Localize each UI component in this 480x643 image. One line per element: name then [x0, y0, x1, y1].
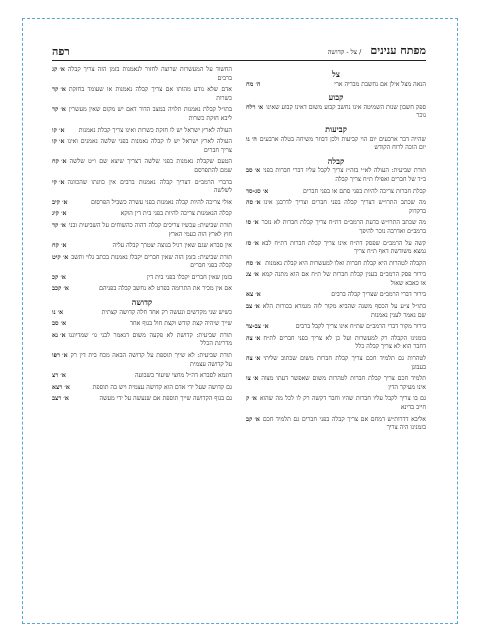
index-entry: [52, 66, 232, 83]
index-entry: [246, 199, 426, 216]
entry-text: בזמן שאין חברים יקבלו בפני בית דין: [146, 273, 232, 281]
entry-text: תורת שביעית: בזמן הזה שאין חברים יקבלו נאמנות בכתב גלוי ותשב קבלה בפני חברים: [71, 253, 232, 270]
entry-reference: א׳ קיג: [52, 210, 67, 218]
entry-reference: א׳ סז: [246, 239, 259, 247]
index-entry: [246, 219, 426, 236]
entry-reference: א׳ רצב: [52, 395, 69, 403]
entry-reference: א׳ רצ: [52, 372, 66, 380]
entry-reference: א׳ נא: [52, 331, 66, 339]
entry-text: אדם שלא נודע מהותו אם צריך קבלה נאמנות או שעומד בחזקת כשרות: [68, 86, 232, 102]
index-entry: [52, 242, 232, 251]
index-entry: [246, 375, 426, 392]
entry-text: גם קדושה שעל ידי אדם הוא קדושה עצמית ויש בה תוספת: [92, 383, 232, 391]
index-entry: [52, 309, 232, 318]
entry-reference: א׳ קח: [52, 242, 67, 250]
entry-text: שייך שיהיה קצת קודש וקצת חול בגוף אחד: [130, 320, 232, 328]
index-entry: [246, 240, 426, 257]
header-rule: [52, 60, 426, 61]
entry-text: אם אין מכיר את התרומה בפרט לא נחשב קבלה בפניהם: [99, 285, 232, 293]
entry-text: אליבא דדרות״ש דמחם אם צריך קבלה בפני חברים גם תלמיד חכם בזמנינו היה צריך: [262, 415, 426, 432]
entry-text: בומנינו הקבלה רק למעשרות ועל כן לא צריך בפני חברים לת״ח דחבר הוא לא צריך קבלה כלל: [263, 334, 426, 351]
entry-reference: א׳ קד: [52, 221, 66, 229]
entry-text: הטעם שקבלת נאמנות בפני שלשה דצריך שיצא שם ו״ט שלשה שמם להתפרסם: [69, 158, 232, 174]
entry-text: תלמיד חכם צריך קבלת חברות לטהרות משום שאפשר דעתו מצוה אינו מעיקר הדין: [261, 375, 426, 391]
index-entry: [52, 127, 232, 136]
entry-text: אין סברא שגם שאין רגיל בנוצה יצטרך קבלה עליה: [112, 242, 232, 250]
entry-text: תורת שביעית: עכשיו צריכים קבלה דהוה כהשוחים על השביעית ובני חוץ לארץ הוה כעמי הארץ: [68, 221, 232, 238]
index-entry: [52, 210, 232, 219]
index-entry: [246, 323, 426, 332]
entry-reference: א׳ סח: [246, 259, 261, 267]
index-entry: [52, 320, 232, 329]
index-entry: [246, 136, 426, 153]
entry-reference: א׳ קו: [52, 126, 65, 134]
section-heading: צל: [332, 69, 340, 79]
entry-reference: א׳ סו: [246, 219, 259, 227]
entry-reference: א׳ נו: [52, 308, 64, 316]
entry-reference: א׳ צג: [246, 271, 259, 279]
entry-reference: א׳ קיט: [52, 253, 69, 261]
entry-text: שהייה דבר ארבעים יום הוי קביעות ולכן דבוזר משיחה בטלה ארבעים יום הוכה לרוח הקודש: [259, 135, 426, 152]
index-entry: [52, 199, 232, 208]
entry-text: מה שכתב התרו״ש דצריך קבלה בפני חברים וצריך לדרבנן אינו בדקדוק: [263, 199, 426, 215]
entry-text: ספק חשבון שנות השמיטה אינו נחשב קבוע משום דאינו קבוע שאינו נוכר: [266, 103, 426, 120]
index-entry: [246, 303, 426, 320]
section-heading: קדושה: [131, 297, 153, 308]
entry-text: כשיש שני מקדשים ונעשה רק אחד חלה קדושה קצתית: [101, 308, 232, 316]
index-entry: [52, 222, 232, 239]
entry-reference: א׳ סב: [246, 167, 261, 175]
index-entry: [246, 335, 426, 352]
index-entry: [246, 260, 426, 269]
section-heading: קבלה: [327, 155, 345, 166]
entry-text: קשה על הרמב״ם שפסק דת״ח אינו צריך קבלת חברות דת״ח לבא נמצא משודשת דאף ת״ח צריך: [261, 239, 426, 256]
index-entry: [246, 355, 426, 372]
entry-reference: א׳ רפו: [52, 352, 68, 360]
index-entry: [52, 332, 232, 349]
entry-reference: א׳ צא: [246, 291, 261, 299]
entry-reference: א׳ קג: [52, 66, 65, 73]
entry-text: בתו״ל צ״ע על הכסף משנה שהביא מקור לזה מגמרא בכורות הלא שם נאמר לענין נאמנות: [262, 303, 426, 319]
entry-text: תורת שביעית: לא שייך תוספת על קדושה הבאה מכח בית דין רק על קדושה עצמית: [70, 352, 232, 368]
index-entry: [52, 138, 232, 155]
entry-reference: א׳ קי: [52, 178, 65, 186]
entry-reference: א׳ צה: [246, 355, 261, 363]
index-entry: [246, 395, 426, 412]
entry-reference: א׳ קח: [52, 158, 67, 166]
entry-text: הקבלה לטהרות היא קבלת חברות ואלו למעשרות היא קבלת נאמנות: [265, 259, 426, 267]
entry-reference: א׳ סב: [52, 320, 67, 328]
entry-text: גם בו צריך לקבל עליו חברות שהיו וחבר דקשה רק לו לכל מה שהוא חייב בדינא: [259, 395, 426, 411]
entry-text: קבלה הנאמנות צריכה להיות בפני בית דין הוקא: [120, 210, 232, 218]
section-heading: קבוע: [328, 92, 344, 103]
index-entry: [246, 167, 426, 184]
index-entry: [246, 271, 426, 288]
entry-reference: א׳ צב-צד: [246, 323, 269, 331]
entry-text: תורת שביעית: קדושת לא פקעה משום דנאמר לבני גו׳ שמדיוננו מדריגת הכלל: [68, 331, 232, 348]
entry-text: הנאה מצל אילן אם נחשבת מבריה ארי: [334, 80, 426, 88]
index-entry: [52, 285, 232, 294]
right-column: [246, 66, 426, 436]
entry-text: בירור מקור דברי הרמב״ם שת״ח אינו צריך לקבל ברבים: [295, 323, 426, 331]
index-entry: [52, 274, 232, 283]
index-entry: [246, 188, 426, 197]
entry-text: קבלת חברות צריכה להיות בפני סתם או בפני חברים: [303, 187, 426, 195]
entry-reference: א׳ סה: [246, 199, 261, 207]
entry-reference: א׳ קב: [246, 415, 260, 423]
entry-text: אולי צריכה להיות קבלה נאמנות בפני עשרה כשביל הפרסום: [90, 198, 232, 206]
entry-reference: א׳ רלח: [246, 103, 264, 111]
index-entry: [52, 384, 232, 393]
index-subtitle: / צל - קדושה: [327, 48, 362, 56]
entry-text: גם בגוף הקדושה שייך תוספת אם שנעשה על ידי מעשה: [99, 395, 232, 403]
entry-reference: א׳ צה: [246, 334, 261, 342]
entry-reference: א׳ קד: [52, 86, 66, 94]
entry-text: בתו״ל קבלת נאמנות תלויה במצב הדור דאם יש מקום שאין מעשרין ליבא חזקת כשרות: [68, 106, 232, 122]
entry-reference: א׳ קכב: [52, 285, 69, 293]
index-title: [328, 39, 426, 58]
index-entry: [52, 372, 232, 381]
index-title-text: מפתח ענינים: [370, 44, 426, 57]
index-entry: [52, 106, 232, 123]
entry-text: מה שכתב התרו״ש בדעת הרמב״ם דת״ח צריך קבלת חברות לא נזכר ברמב״ם ואדרבה נוכר להיפך: [261, 219, 426, 235]
entry-reference: א׳ צב: [246, 303, 260, 311]
entry-text: בדברי הרמב״ם דצריך קבלה נאמנות ברבים אין כוונתו שהכוונה לשלשה: [67, 178, 232, 195]
entry-reference: א׳ סג-סד: [246, 187, 269, 195]
section-heading: קביעות: [325, 123, 347, 134]
page-header: [52, 42, 426, 58]
entry-text: העולה לארץ ישראל יש לו קבלה נאמנות בפני שלשה נאמנים ואינו צריך חברים: [67, 138, 232, 154]
index-entry: [52, 179, 232, 196]
index-entry: [246, 291, 426, 300]
page-number: רפה: [52, 45, 70, 58]
entry-reference: ה׳ גו: [246, 135, 257, 143]
entry-reference: א׳ קו: [52, 138, 65, 146]
entry-text: תורת שביעית: העולה לא״י בזה״ז צריך לקבל עליו דברי חברות בפני ב״ד של חברים ואפילו ת״ח צריך קבלה: [263, 167, 426, 183]
entry-reference: א׳ קד: [52, 106, 66, 114]
index-entry: [52, 395, 232, 404]
left-column: [52, 66, 232, 407]
index-entry: [52, 86, 232, 103]
entry-text: לטהרות גם תלמיד חכם צריך קבלת חברות משום שכתוב שליתי בעבונן: [263, 355, 426, 371]
index-entry: [246, 104, 426, 121]
entry-text: החשוד על המעשרות שרוצה לחזור לנאמנות בזמן הזה צריך קבלה ברבים: [67, 66, 232, 82]
entry-text: דוגמא לסברא דה״ל מחצי שיעור בשבועה: [134, 372, 232, 380]
index-entry: [52, 254, 232, 271]
index-entry: [246, 81, 426, 90]
index-entry: [52, 158, 232, 175]
entry-reference: א׳ קיב: [52, 198, 68, 206]
entry-reference: א׳ צו: [246, 375, 259, 383]
index-entry: [52, 352, 232, 369]
entry-text: העולה לארץ ישראל יש לו חזקת כשרות ואינו צריך קבלת נאמנות: [78, 126, 232, 134]
entry-reference: א׳ ק: [246, 395, 257, 403]
entry-reference: א׳ קכ: [52, 273, 66, 281]
entry-text: בירור פסק הרמב״ם בענין קבלת חברות של ת״ח אם הוא מתנה קמא או כאבא שאול: [261, 271, 426, 287]
entry-reference: א׳ רצא: [52, 383, 70, 391]
index-entry: [246, 416, 426, 433]
entry-reference: ה׳ מח: [246, 80, 261, 88]
entry-text: בירור דברי הרמב״ם שצריך קבלה ברבים: [331, 291, 426, 299]
